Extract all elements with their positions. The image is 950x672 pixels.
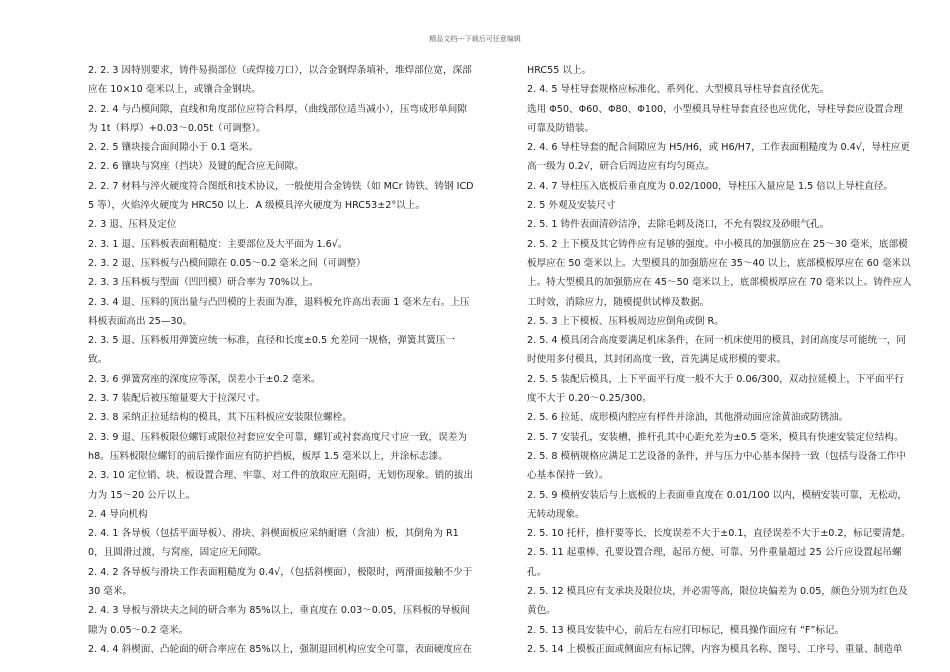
- paragraph: 2. 2. 5 镶块接合面间隙小于 0.1 毫米。: [88, 142, 259, 154]
- paragraph: 2. 4 导向机构: [88, 508, 148, 520]
- paragraph: 2. 5. 8 模柄规格应满足工艺设备的条件，并与压力中心基本保持一致（包括与设备工作中心基本保持一致）。: [527, 450, 906, 482]
- paragraph: 2. 2. 6 镶块与窝座（挡块）及键的配合应无间隙。: [88, 161, 304, 173]
- paragraph: HRC55 以上。: [527, 65, 592, 76]
- paragraph: 2. 5. 1 铸件表面清砂洁净，去除毛刺及浇口，不允有裂纹及砂眼气孔。: [527, 219, 830, 231]
- paragraph: 2. 5. 4 模具闭合高度要满足机床条件，在同一机床使用的模具，封闭高度尽可能统一，同时使用多付模具，其封闭高度一致，首先满足成形模的要求。: [527, 335, 906, 366]
- paragraph: 2. 5. 9 模柄安装后与上底板的上表面垂直度在 0.01/100 以内，模柄安装可靠，无松动，无转动现象。: [527, 489, 907, 520]
- paragraph: 2. 3. 6 弹簧窝座的深度应等深，误差小于±0.2 毫米。: [88, 373, 321, 385]
- paragraph: 2. 4. 3 导板与滑块夫之间的研合率为 85%以上，垂直度在 0.03～0.05，压料板的导板间隙为 0.05～0.2 毫米。: [88, 605, 470, 636]
- paragraph: 2. 5. 10 托杆，推杆要等长，长度误差不大于±0.1，直径误差不大于±0.2，标记要清楚。: [527, 528, 911, 540]
- paragraph: 2. 4. 2 各导板与滑块工作表面粗糙度为 0.4√，（包括斜楔面），极限时，两滑面接触不少于 30 毫米。: [88, 566, 473, 598]
- paragraph: 2. 4. 6 导柱导套的配合间隙应为 H5/H6，或 H6/H7，工作表面粗糙度为 0.4√，导柱应更高一级为 0.2√，研合后周边应有均匀斑点。: [527, 142, 910, 173]
- paragraph: 2. 5. 13 模具安装中心，前后左右应打印标记，模具操作面应有 “F”标记。: [527, 624, 845, 636]
- paragraph: 2. 5. 6 拉延、成形模内腔应有样件并涂油，其他滑动面应涂黄油或防锈油。: [527, 412, 849, 424]
- paragraph: 2. 3. 5 退、压料板用弹簧应统一标准，直径和长度±0.5 允差同一规格，弹簧其簧压一致。: [88, 335, 455, 366]
- paragraph: 2. 2. 3 因特别要求，铸件易损部位（或焊接刀口），以合金钢焊条填补，堆焊部位宽，深部应在 10×10 毫米以上，或镶合金钢块。: [88, 65, 472, 96]
- paragraph: 2. 3. 2 退、压料板与凸模间隙在 0.05～0.2 毫米之间（可调整）: [88, 257, 366, 269]
- paragraph: 2. 5. 7 安装孔，安装槽，推杆孔其中心距允差为±0.5 毫米，模具有快速安装定位结构。: [527, 431, 904, 443]
- paragraph: 2. 5. 11 起重棒、孔要设置合理，起吊方便、可靠、另件重量超过 25 公斤应设置起吊螺孔。: [527, 547, 902, 578]
- paragraph: 2. 2. 4 与凸模间隙，直线和角度部位应符合料厚，（曲线部位适当减小），压弯成形单间隙为 1t（料厚）+0.03～0.05t（可调整）。: [88, 103, 467, 134]
- paragraph: 2. 3. 8 采纳正拉延结构的模具，其下压料板应安装限位螺栓。: [88, 412, 352, 424]
- paragraph: 2. 4. 7 导柱压入底板后垂直度为 0.02/1000，导柱压入量应是 1.5 倍以上导柱直径。: [527, 180, 894, 192]
- paragraph: 2. 5. 2 上下模及其它铸件应有足够的强度。中小模具的加强筋应在 25～30 毫米，底部模板厚应在 50 毫米以上。大型模具的加强筋应在 35～40 以上，底部模板厚应在 60 毫米以上。特大型模具的加强筋应在 45～50 毫米以上，底部模板厚应在 70 毫米以上。铸件应人工时效，消除应力，随模提供试棒及数据。: [527, 238, 912, 308]
- paragraph: 2. 5 外观及安装尺寸: [527, 200, 616, 212]
- paragraph: 2. 3. 4 退、压料的顶出量与凸凹模的上表面为准，退料板允许高出表面 1 毫米左右。上压料板表面高出 25—30。: [88, 296, 470, 327]
- paragraph: 2. 5. 5 装配后模具，上下平面平行度一般不大于 0.06/300，双动拉延模上，下平面平行度不大于 0.20～0.25/300。: [527, 373, 904, 405]
- paragraph: 选用 Φ50、Φ60、Φ80、Φ100，小型模具导柱导套直径也应优化，导柱导套应设置合理可靠及防错装。: [527, 103, 904, 134]
- paragraph: 2. 4. 1 各导板（包括平面导板）、滑块、斜楔面板应采纳耐磨（含油）板，其倒角为 R10，且圆滑过渡，与窝座，固定应无间隙。: [88, 528, 459, 559]
- paragraph: 2. 4. 4 斜楔面、凸轮面的研合率应在 85%以上，强制退回机构应安全可靠，表面硬度应在: [88, 643, 473, 655]
- paragraph: 2. 5. 14 上模板正面或侧面应有标记牌，内容为模具名称、图号、工序号、重量、制造单: [527, 643, 903, 655]
- paragraph: 2. 3 退、压料及定位: [88, 219, 177, 231]
- right-column: [527, 61, 912, 659]
- paragraph: 2. 3. 10 定位销、块、板设置合理、牢靠、对工件的放取应无阻碍，无划伤现象。销的拔出力为 15～20 公斤以上。: [88, 470, 474, 501]
- page-header: 精品文档---下载后可任意编辑: [429, 35, 521, 43]
- paragraph: 2. 3. 7 装配后被压缩量要大于拉深尺寸。: [88, 393, 266, 405]
- paragraph: 2. 5. 3 上下模板、压料板周边应倒角或倒 R。: [527, 315, 724, 327]
- paragraph: 2. 2. 7 材料与淬火硬度符合图纸和技术协议，一般使用合金铸铁（如 MCr 铸铁、铸钢 ICD5 等），火焰淬火硬度为 HRC50 以上．A 级模具淬火硬度为 HRC53±2°以上。: [88, 180, 474, 212]
- paragraph: 2. 3. 9 退、压料板限位螺钉或限位衬套应安全可靠，螺钉或衬套高度尺寸应一致，误差为 h8。压料板限位螺钉的前后操作面应有防护挡板，板厚 1.5 毫米以上，并涂标志漆。: [88, 431, 467, 462]
- left-column: [88, 61, 474, 659]
- paragraph: 2. 3. 1 退、压料板表面粗糙度：主要部位及大平面为 1.6√。: [88, 238, 348, 250]
- paragraph: 2. 5. 12 模具应有支承块及限位块，并必需等高，限位块偏差为 0.05，颜色分别为红色及黄色。: [527, 586, 908, 617]
- paragraph: 2. 4. 5 导柱导套规格应标准化、系列化、大型模具导柱导套直径优先。: [527, 84, 830, 96]
- paragraph: 2. 3. 3 压料板与型面（凹凹模）研合率为 70%以上。: [88, 277, 319, 289]
